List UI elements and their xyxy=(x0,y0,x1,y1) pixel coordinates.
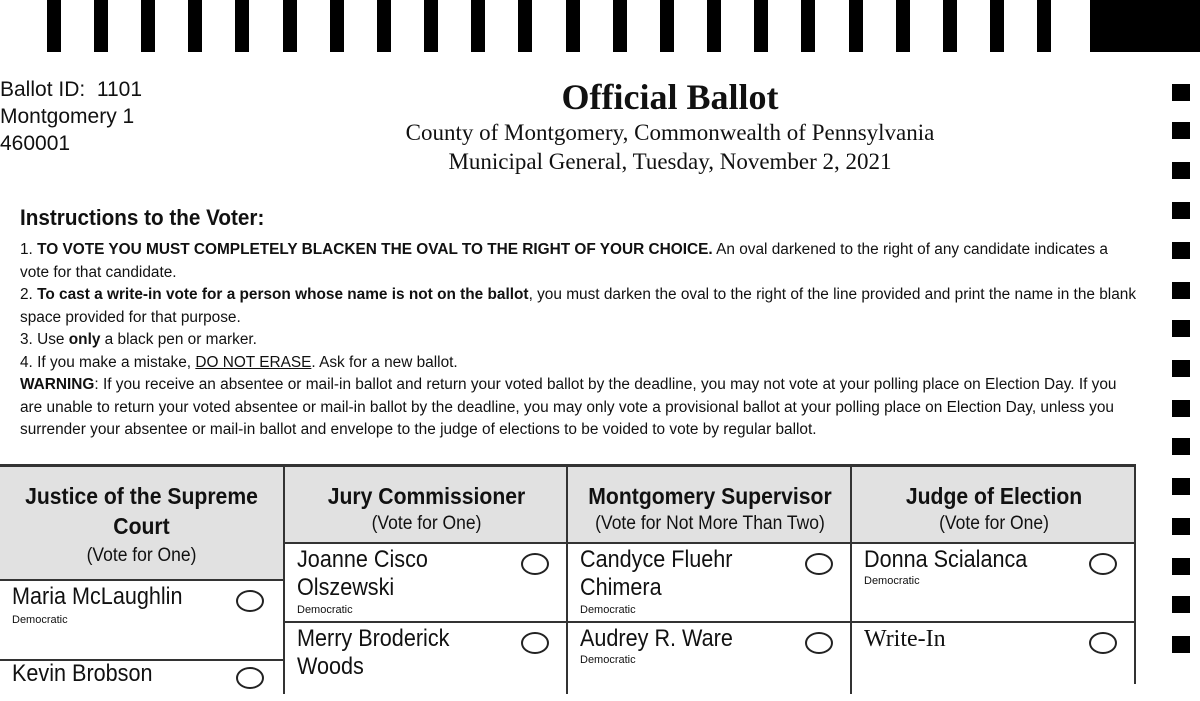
table-right-border xyxy=(1134,464,1136,684)
contest-header xyxy=(285,464,568,544)
timing-square xyxy=(1172,282,1190,299)
candidate-name: Merry Broderick Woods xyxy=(297,625,450,680)
ballot-code: 460001 xyxy=(0,132,71,155)
candidate-row[interactable] xyxy=(285,544,568,623)
timing-mark xyxy=(235,0,249,52)
candidate-party: Democratic xyxy=(864,575,920,587)
candidate-party: Democratic xyxy=(12,614,68,626)
timing-mark xyxy=(188,0,202,52)
timing-mark xyxy=(896,0,910,52)
instruction-2 xyxy=(20,284,1140,329)
timing-mark xyxy=(660,0,674,52)
candidate-name: Donna Scialanca xyxy=(864,546,1028,573)
timing-square xyxy=(1172,478,1190,495)
instruction-1-text: An oval darkened to the right of any candidate indicates a vote for that candidate. xyxy=(20,241,1108,281)
instruction-number: 1. xyxy=(20,241,38,258)
top-timing-marks xyxy=(0,0,1200,52)
candidate-name: Maria McLaughlin xyxy=(12,583,183,610)
vote-for-label: (Vote for One) xyxy=(939,513,1049,534)
instruction-3 xyxy=(20,329,1140,352)
vote-oval[interactable] xyxy=(1089,632,1117,654)
candidate-name: Joanne Cisco Olszewski xyxy=(297,546,428,601)
warning-body: : If you receive an absentee or mail-in ballot and return your voted ballot by the deadline, you may not vote at your polling place on Election Day. If you are unable to return your voted absentee or mail-in ballot by the deadline, you may only vote a provisional ballot at your polling place on Election Day, unless you surrender your absentee or mail-in ballot and envelope to the judge of elections to be voided to vote by regular ballot. xyxy=(20,376,1117,438)
timing-mark xyxy=(990,0,1004,52)
vote-oval[interactable] xyxy=(805,553,833,575)
ballot-id-block xyxy=(0,76,142,157)
vote-oval[interactable] xyxy=(521,553,549,575)
vote-oval[interactable] xyxy=(236,590,264,612)
right-timing-marks xyxy=(1172,80,1192,675)
instruction-3-text: a black pen or marker. xyxy=(100,331,257,348)
vote-for-label: (Vote for One) xyxy=(86,545,197,566)
instruction-4-text: . Ask for a new ballot. xyxy=(311,353,458,371)
timing-mark xyxy=(566,0,580,52)
timing-square xyxy=(1172,438,1190,455)
contest-title: Jury Commissioner xyxy=(327,483,526,509)
instruction-3-prefix: 3. Use xyxy=(20,331,69,348)
timing-mark xyxy=(849,0,863,52)
candidate-name: Candyce Fluehr Chimera xyxy=(580,546,733,601)
contest-header xyxy=(0,464,283,581)
timing-square xyxy=(1172,242,1190,259)
write-in-row[interactable] xyxy=(852,623,1136,693)
timing-mark xyxy=(94,0,108,52)
contest-montgomery-supervisor xyxy=(566,464,852,694)
contest-title: Justice of the Supreme Court xyxy=(25,483,258,539)
county-subtitle: County of Montgomery, Commonwealth of Pennsylvania xyxy=(405,120,935,145)
instructions-body xyxy=(20,239,1140,442)
timing-mark xyxy=(801,0,815,52)
instruction-4-prefix: 4. If you make a mistake, xyxy=(20,353,196,371)
timing-square xyxy=(1172,202,1190,219)
candidate-name: Kevin Brobson xyxy=(12,660,153,687)
candidate-row[interactable] xyxy=(568,623,852,693)
candidate-party: Democratic xyxy=(297,604,353,616)
timing-mark xyxy=(47,0,61,52)
contest-title: Montgomery Supervisor xyxy=(588,483,832,509)
candidate-row[interactable] xyxy=(285,623,568,693)
instruction-4-underline: DO NOT ERASE xyxy=(195,353,312,371)
instruction-3-bold: only xyxy=(68,331,101,348)
candidate-name: Audrey R. Ware xyxy=(580,625,733,652)
candidate-row[interactable] xyxy=(0,661,283,701)
timing-square xyxy=(1172,400,1190,417)
warning-label: WARNING xyxy=(20,376,95,393)
contests-grid xyxy=(0,464,1136,687)
timing-square xyxy=(1172,558,1190,575)
warning-text xyxy=(20,374,1140,442)
instruction-1 xyxy=(20,239,1140,284)
vote-for-label: (Vote for One) xyxy=(371,513,482,534)
candidate-party: Democratic xyxy=(580,604,636,616)
timing-square xyxy=(1172,596,1190,613)
election-subtitle: Municipal General, Tuesday, November 2, 2021 xyxy=(448,149,892,174)
vote-oval[interactable] xyxy=(236,667,264,689)
precinct-label: Montgomery 1 xyxy=(0,105,135,128)
instruction-4 xyxy=(20,352,1140,375)
timing-square xyxy=(1172,84,1190,101)
contest-title: Judge of Election xyxy=(905,483,1083,509)
vote-oval[interactable] xyxy=(521,632,549,654)
page-title: Official Ballot xyxy=(561,77,779,117)
timing-mark xyxy=(471,0,485,52)
write-in-label: Write-In xyxy=(864,626,946,652)
candidate-row[interactable] xyxy=(568,544,852,623)
instruction-number: 2. xyxy=(20,286,38,303)
timing-square xyxy=(1172,360,1190,377)
timing-mark xyxy=(518,0,532,52)
timing-mark xyxy=(330,0,344,52)
contest-judge-of-election xyxy=(850,464,1136,694)
vote-oval[interactable] xyxy=(1089,553,1117,575)
ballot-id-label: Ballot ID: 1101 xyxy=(0,78,143,101)
timing-mark xyxy=(707,0,721,52)
instruction-2-text: , you must darken the oval to the right of the line provided and print the name in the blank space provided for that purpose. xyxy=(20,286,1137,326)
vote-oval[interactable] xyxy=(805,632,833,654)
contest-jury-commissioner xyxy=(283,464,568,694)
timing-mark xyxy=(1037,0,1051,52)
timing-mark xyxy=(424,0,438,52)
instruction-2-bold: To cast a write-in vote for a person whose name is not on the ballot xyxy=(37,286,529,303)
timing-mark xyxy=(754,0,768,52)
candidate-row[interactable] xyxy=(0,581,283,661)
contest-supreme-court xyxy=(0,464,283,694)
timing-square xyxy=(1172,518,1190,535)
timing-square xyxy=(1172,162,1190,179)
vote-for-label: (Vote for Not More Than Two) xyxy=(595,513,825,534)
timing-mark xyxy=(613,0,627,52)
contest-header xyxy=(852,464,1136,544)
candidate-party: Democratic xyxy=(580,654,636,666)
timing-square xyxy=(1172,636,1190,653)
timing-square xyxy=(1172,122,1190,139)
timing-mark xyxy=(943,0,957,52)
timing-square xyxy=(1172,320,1190,337)
instructions-section xyxy=(20,205,1140,442)
instructions-heading: Instructions to the Voter: xyxy=(20,205,265,230)
timing-mark-large xyxy=(1090,0,1200,52)
timing-mark xyxy=(377,0,391,52)
timing-mark xyxy=(283,0,297,52)
candidate-row[interactable] xyxy=(852,544,1136,623)
contest-header xyxy=(568,464,852,544)
timing-mark xyxy=(141,0,155,52)
instruction-1-bold: TO VOTE YOU MUST COMPLETELY BLACKEN THE OVAL TO THE RIGHT OF YOUR CHOICE. xyxy=(37,241,713,258)
